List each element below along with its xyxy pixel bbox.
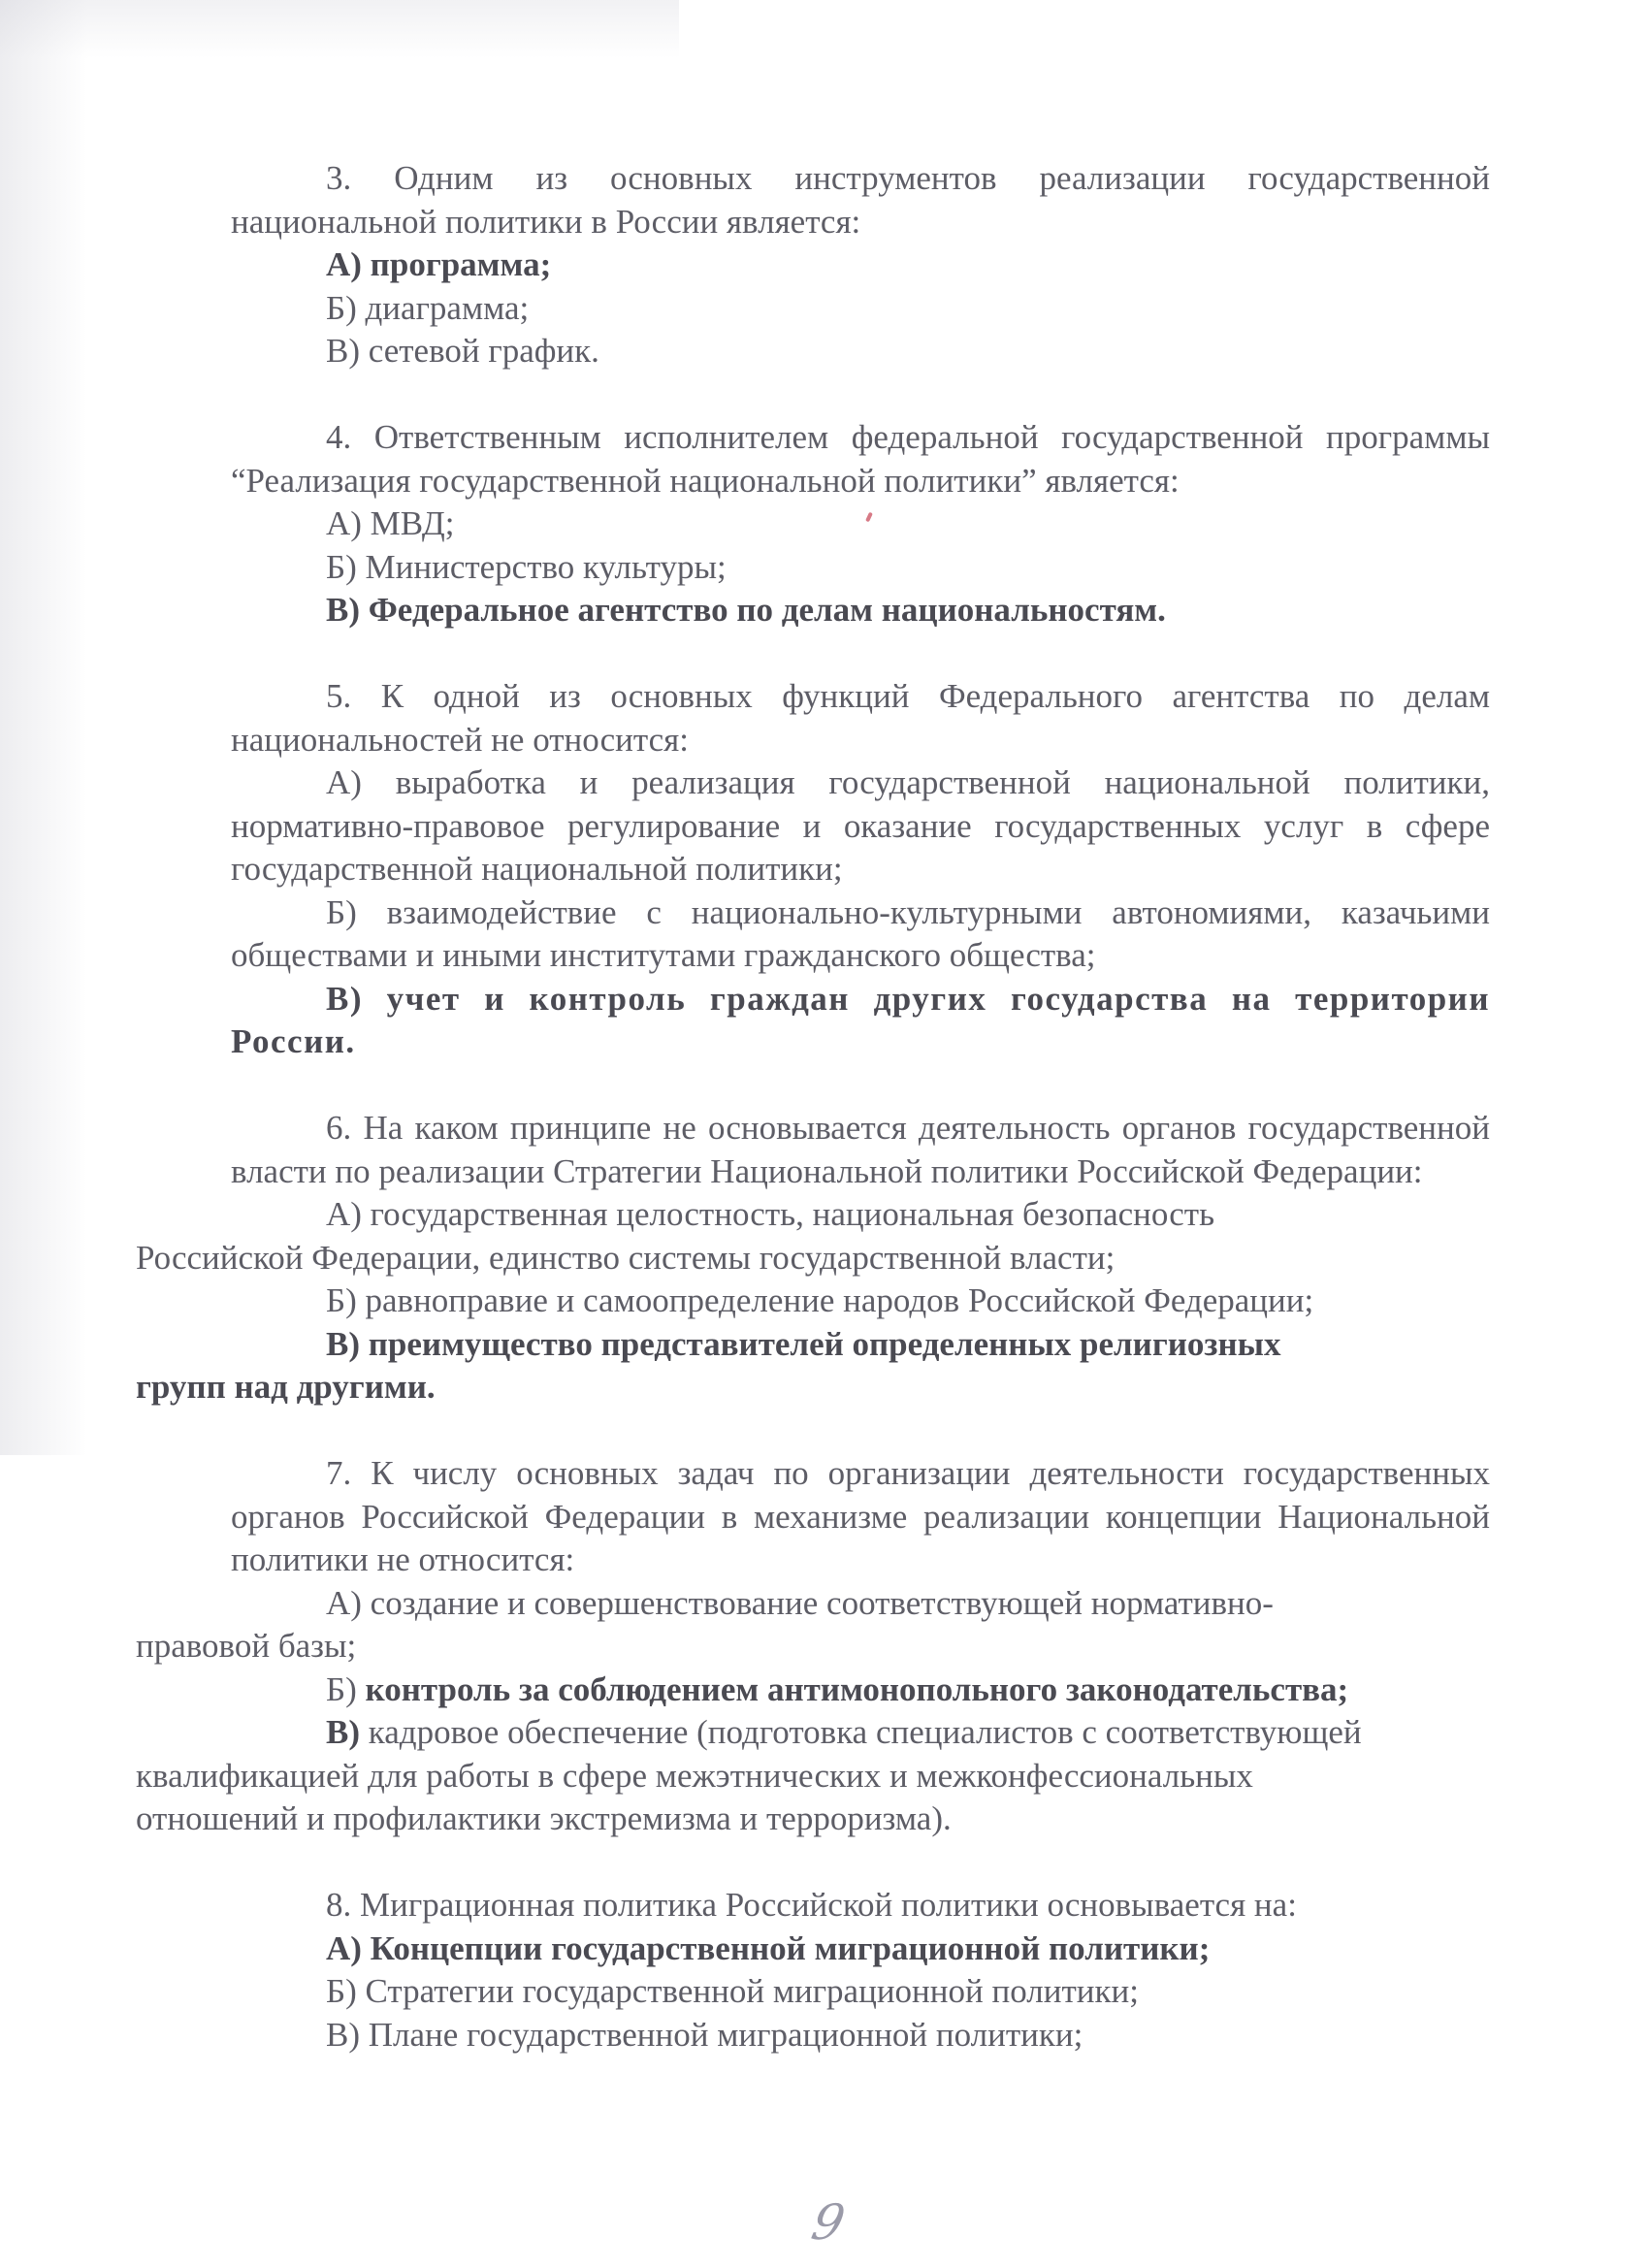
question-4-option-a: А) МВД; [326,504,455,542]
question-4-stem: 4. Ответственным исполнителем федеральной государственной программы “Реализация государственной национальной политики” является: [231,418,1490,500]
question-7-option-a [136,1582,1490,1669]
question-7-option-a-line1: А) создание и совершенствование соответствующей нормативно- [326,1583,1274,1622]
question-6-option-b: Б) равноправие и самоопределение народов Российской Федерации; [326,1281,1314,1319]
question-8-option-c: В) Плане государственной миграционной политики; [326,2015,1083,2054]
question-7-option-c [136,1711,1490,1841]
question-4-option-c: В) Федеральное агентство по делам национальностям. [326,591,1166,629]
question-7-option-c-line3: отношений и профилактики экстремизма и терроризма). [136,1799,952,1837]
question-8-stem: 8. Миграционная политика Российской политики основывается на: [326,1886,1297,1924]
question-8-option-b: Б) Стратегии государственной миграционной политики; [326,1972,1139,2010]
question-8-option-a: А) Концепции государственной миграционной политики; [326,1928,1211,1967]
question-6 [136,1107,1490,1409]
document-page [136,157,1490,2100]
question-7-option-a-line2: правовой базы; [136,1627,357,1665]
question-3-stem: 3. Одним из основных инструментов реализации государственной национальной политики в России является: [231,159,1490,241]
question-7-option-c-line1: кадровое обеспечение (подготовка специалистов с соответствующей [360,1713,1362,1751]
question-5-option-a: А) выработка и реализация государственной национальной политики, нормативно-правовое регулирование и оказание государственных услуг в сфере государственной национальной политики; [231,763,1490,888]
question-6-stem: 6. На каком принципе не основывается деятельность органов государственной власти по реализации Стратегии Национальной политики Российской Федерации: [231,1109,1490,1190]
question-4-option-b: Б) Министерство культуры; [326,547,727,586]
question-7-option-b [231,1669,1490,1712]
question-5-stem: 5. К одной из основных функций Федерального агентства по делам национальностей не относится: [231,677,1490,759]
question-3-option-c: В) сетевой график. [326,332,599,370]
question-6-option-c-line2: групп над другими. [136,1368,436,1406]
scan-shadow-top [0,0,679,58]
question-8 [231,1884,1490,2057]
question-5 [231,675,1490,1064]
question-5-option-c: В) учет и контроль граждан других государства на территории России. [231,979,1490,1060]
question-4 [231,416,1490,632]
question-6-option-a-line1: А) государственная целостность, национальная безопасность [326,1195,1215,1233]
question-3 [231,157,1490,373]
question-7-option-c-line2: квалификацией для работы в сфере межэтнических и межконфессиональных [136,1756,1253,1795]
question-3-option-a: А) программа; [326,245,552,283]
question-7-option-b-prefix: Б) [326,1669,366,1708]
question-7-option-c-prefix: В) [326,1713,360,1751]
scan-shadow-left [0,0,87,1455]
question-6-option-c-line1: В) преимущество представителей определенных религиозных [326,1324,1281,1363]
question-6-option-a-line2: Российской Федерации, единство системы государственной власти; [136,1238,1116,1277]
question-5-option-b: Б) взаимодействие с национально-культурными автономиями, казачьими обществами и иными институтами гражданского общества; [231,892,1490,974]
question-7 [136,1452,1490,1841]
question-6-option-a [136,1193,1490,1280]
question-6-option-c [136,1323,1490,1409]
question-7-option-b-text: контроль за соблюдением антимонопольного законодательства; [365,1669,1349,1708]
page-number: 9 [806,2194,850,2251]
question-3-option-b: Б) диаграмма; [326,288,530,327]
question-7-stem: 7. К числу основных задач по организации деятельности государственных органов Российской Федерации в механизме реализации концепции Национальной политики не относится: [231,1454,1490,1578]
